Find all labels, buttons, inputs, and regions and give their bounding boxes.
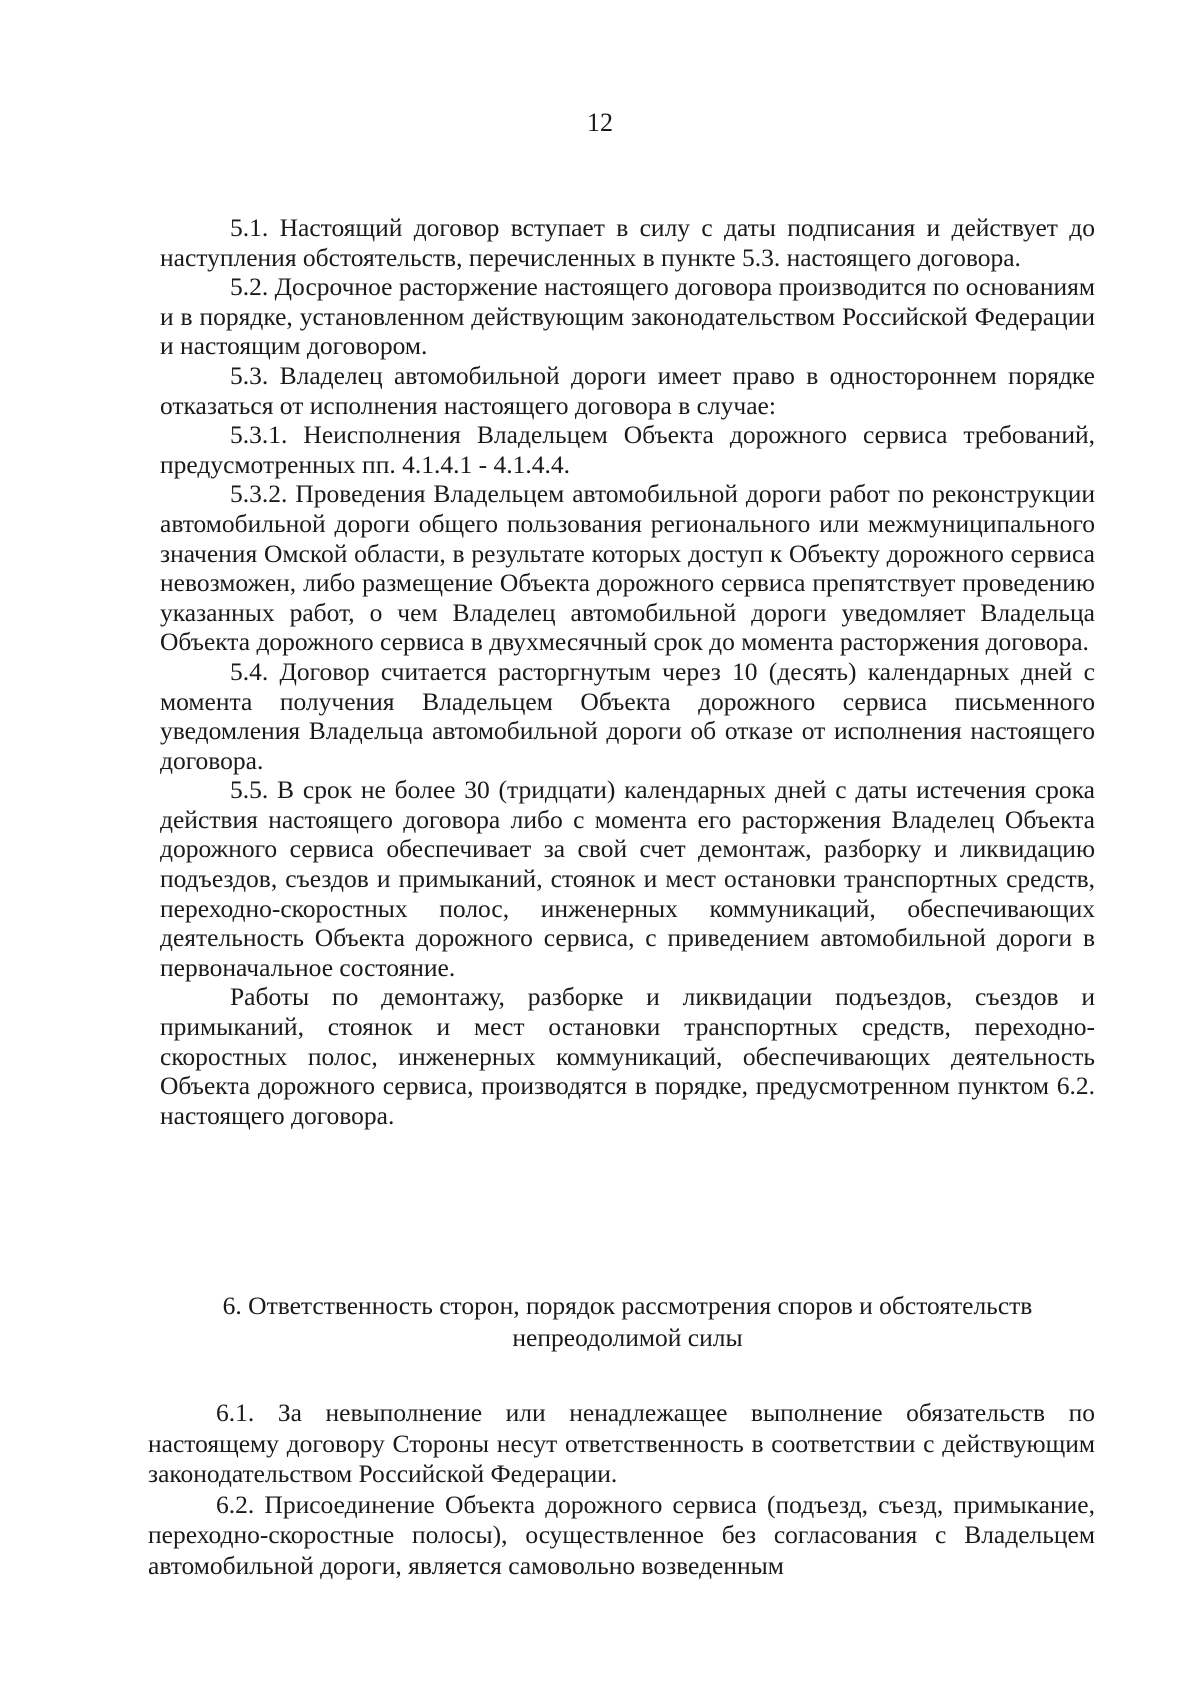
section-6-heading <box>160 1290 1095 1354</box>
paragraph-5-2: 5.2. Досрочное расторжение настоящего договора производится по основаниям и в порядке, установленном действующим законодательством Российской Федерации и настоящим договором. <box>160 272 1095 361</box>
section-5-body <box>160 213 1095 1130</box>
paragraph-5-3-2: 5.3.2. Проведения Владельцем автомобильной дороги работ по реконструкции автомобильной дороги общего пользования регионального или межмуниципального значения Омской области, в результате которых доступ к Объекту дорожного сервиса невозможен, либо размещение Объекта дорожного сервиса препятствует проведению указанных работ, о чем Владелец автомобильной дороги уведомляет Владельца Объекта дорожного сервиса в двухмесячный срок до момента расторжения договора. <box>160 479 1095 657</box>
paragraph-6-1: 6.1. За невыполнение или ненадлежащее выполнение обязательств по настоящему договору Стороны несут ответственность в соответствии с действующим законодательством Российской Федерации. <box>148 1398 1095 1488</box>
paragraph-5-3-1: 5.3.1. Неисполнения Владельцем Объекта дорожного сервиса требований, предусмотренных пп. 4.1.4.1 - 4.1.4.4. <box>160 420 1095 479</box>
section-6-heading-line-2: непреодолимой силы <box>512 1323 743 1352</box>
paragraph-5-5: 5.5. В срок не более 30 (тридцати) календарных дней с даты истечения срока действия настоящего договора либо с момента его расторжения Владелец Объекта дорожного сервиса обеспечивает за свой счет демонтаж, разборку и ликвидацию подъездов, съездов и примыканий, стоянок и мест остановки транспортных средств, переходно-скоростных полос, инженерных коммуникаций, обеспечивающих деятельность Объекта дорожного сервиса, с приведением автомобильной дороги в первоначальное состояние. <box>160 775 1095 982</box>
paragraph-5-5-works: Работы по демонтажу, разборке и ликвидации подъездов, съездов и примыканий, стоянок и мест остановки транспортных средств, переходно-скоростных полос, инженерных коммуникаций, обеспечивающих деятельность Объекта дорожного сервиса, производятся в порядке, предусмотренном пунктом 6.2. настоящего договора. <box>160 982 1095 1130</box>
paragraph-6-2: 6.2. Присоединение Объекта дорожного сервиса (подъезд, съезд, примыкание, переходно-скоростные полосы), осуществленное без согласования с Владельцем автомобильной дороги, является самовольно возведенным <box>148 1489 1095 1580</box>
page-number: 12 <box>587 108 613 137</box>
paragraph-5-4: 5.4. Договор считается расторгнутым через 10 (десять) календарных дней с момента получения Владельцем Объекта дорожного сервиса письменного уведомления Владельца автомобильной дороги об отказе от исполнения настоящего договора. <box>160 656 1095 775</box>
paragraph-5-1: 5.1. Настоящий договор вступает в силу с даты подписания и действует до наступления обстоятельств, перечисленных в пункте 5.3. настоящего договора. <box>160 213 1095 272</box>
section-6-body <box>148 1398 1095 1581</box>
section-6-heading-line-1: 6. Ответственность сторон, порядок рассмотрения споров и обстоятельств <box>222 1291 1033 1320</box>
paragraph-5-3: 5.3. Владелец автомобильной дороги имеет право в одностороннем порядке отказаться от исполнения настоящего договора в случае: <box>160 360 1095 420</box>
